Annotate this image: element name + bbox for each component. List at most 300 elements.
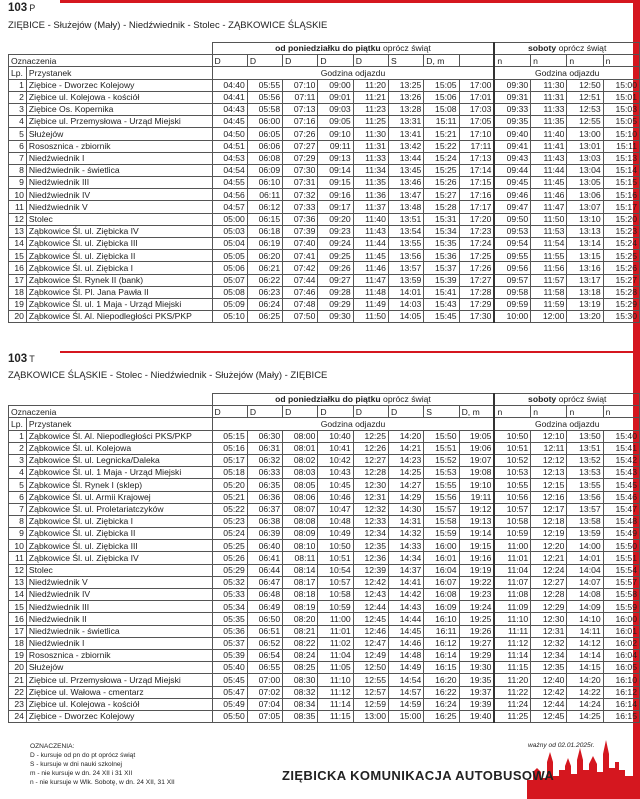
departure-time: 15:20 (603, 213, 639, 225)
departure-time: 15:21 (424, 128, 459, 140)
weekday-header-label: od poniedziałku do piątku (275, 394, 381, 405)
stop-number: 1 (9, 79, 27, 91)
departure-time: 14:15 (567, 662, 603, 674)
departure-time: 09:27 (318, 274, 353, 286)
departure-time: 09:59 (494, 298, 530, 310)
timetable-row (9, 116, 640, 128)
departure-time: 07:02 (247, 686, 282, 698)
departure-time: 11:44 (531, 164, 567, 176)
weekday-mark: D (283, 406, 318, 418)
stop-number: 11 (9, 201, 27, 213)
departure-time: 08:03 (283, 467, 318, 479)
departure-time: 12:46 (353, 625, 388, 637)
departure-time: 07:05 (247, 710, 282, 722)
departure-time: 11:21 (353, 91, 388, 103)
saturday-hours-header: Godzina odjazdu (494, 67, 639, 79)
blank-cell (9, 43, 213, 55)
departure-time: 15:25 (424, 164, 459, 176)
departure-time: 16:05 (603, 662, 639, 674)
departure-time: 14:33 (389, 540, 424, 552)
company-name: ZIĘBICKA KOMUNIKACJA AUTOBUSOWA (282, 768, 555, 783)
lp-header: Lp. (9, 67, 27, 79)
departure-time: 08:34 (283, 698, 318, 710)
departure-time: 08:32 (283, 686, 318, 698)
departure-time: 12:27 (531, 576, 567, 588)
departure-time: 10:41 (318, 442, 353, 454)
departure-time: 12:25 (353, 430, 388, 442)
stop-number: 9 (9, 528, 27, 540)
departure-time: 17:25 (459, 250, 494, 262)
saturday-header (494, 43, 639, 55)
stop-name: Niedźwiednik - świetlica (26, 164, 212, 176)
departure-time: 09:55 (494, 250, 530, 262)
departure-time: 05:58 (247, 103, 282, 115)
oznaczenia-label: Oznaczenia (9, 55, 213, 67)
departure-time: 14:59 (389, 698, 424, 710)
departure-time: 13:03 (567, 152, 603, 164)
departure-time: 10:48 (318, 515, 353, 527)
departure-time: 15:58 (603, 589, 639, 601)
departure-time: 17:13 (459, 152, 494, 164)
departure-time: 15:52 (424, 454, 459, 466)
timetable-row (9, 710, 640, 722)
timetable-row (9, 649, 640, 661)
departure-time: 04:54 (212, 164, 247, 176)
departure-time: 17:15 (459, 177, 494, 189)
departure-time: 11:10 (318, 674, 353, 686)
departure-time: 05:26 (212, 552, 247, 564)
departure-time: 16:10 (603, 674, 639, 686)
departure-time: 12:44 (353, 601, 388, 613)
departure-time: 13:56 (388, 250, 423, 262)
departure-time: 11:46 (531, 189, 567, 201)
departure-time: 06:36 (247, 491, 282, 503)
departure-time: 08:05 (283, 479, 318, 491)
departure-time: 16:10 (424, 613, 459, 625)
departure-time: 13:51 (567, 442, 603, 454)
note-line: n - nie kursuje w Wlk. Sobotę, w dn. 24 XII, 31 XII (30, 779, 175, 786)
departure-time: 09:57 (494, 274, 530, 286)
departure-time: 09:50 (494, 213, 530, 225)
departure-time: 13:13 (567, 225, 603, 237)
stop-name: Ząbkowice Śl. Pl. Jana Pawła II (26, 286, 212, 298)
departure-time: 16:15 (603, 710, 639, 722)
departure-time: 14:41 (389, 576, 424, 588)
departure-time: 11:48 (353, 286, 388, 298)
departure-time: 07:27 (283, 140, 318, 152)
stop-name: Niedźwiednik I (26, 637, 212, 649)
departure-time: 11:04 (318, 649, 353, 661)
departure-time: 16:11 (424, 625, 459, 637)
departure-time: 16:12 (603, 686, 639, 698)
departure-time: 13:44 (388, 152, 423, 164)
departure-time: 15:48 (603, 515, 639, 527)
timetable-row (9, 128, 640, 140)
timetable-row (9, 528, 640, 540)
header-row-groups (9, 43, 640, 55)
departure-time: 15:58 (424, 515, 459, 527)
header-row-columns (9, 418, 640, 430)
departure-time: 09:46 (494, 189, 530, 201)
departure-time: 11:50 (531, 213, 567, 225)
departure-time: 15:45 (424, 311, 459, 323)
departure-time: 17:14 (459, 164, 494, 176)
departure-time: 08:35 (283, 710, 318, 722)
departure-time: 08:00 (283, 430, 318, 442)
weekday-hours-header: Godzina odjazdu (212, 418, 494, 430)
stop-name: Służejów (26, 128, 212, 140)
departure-time: 10:50 (318, 540, 353, 552)
departure-time: 15:30 (603, 311, 639, 323)
departure-time: 14:25 (567, 710, 603, 722)
departure-time: 15:43 (603, 467, 639, 479)
departure-time: 07:36 (283, 213, 318, 225)
departure-time: 11:33 (531, 103, 567, 115)
timetable-row (9, 298, 640, 310)
stop-number: 9 (9, 177, 27, 189)
departure-time: 10:49 (318, 528, 353, 540)
stop-number: 21 (9, 674, 27, 686)
departure-time: 08:24 (283, 649, 318, 661)
saturday-header-label: soboty (528, 43, 557, 54)
notes-legend (30, 742, 175, 787)
stop-number: 5 (9, 128, 27, 140)
stop-number: 2 (9, 91, 27, 103)
departure-time: 14:01 (567, 552, 603, 564)
departure-time: 08:20 (283, 613, 318, 625)
stop-name: Ząbkowice Śl. Rynek I (sklep) (26, 479, 212, 491)
timetable-row (9, 637, 640, 649)
stop-number: 16 (9, 262, 27, 274)
weekday-mark: D (212, 55, 247, 67)
departure-time: 16:01 (603, 625, 639, 637)
departure-time: 09:29 (318, 298, 353, 310)
departure-time: 10:59 (494, 528, 530, 540)
departure-time: 13:55 (388, 238, 423, 250)
departure-time: 11:31 (531, 91, 567, 103)
departure-time: 11:12 (318, 686, 353, 698)
saturday-mark: n (531, 55, 567, 67)
departure-time: 14:07 (567, 576, 603, 588)
departure-time: 14:23 (389, 454, 424, 466)
timetable-row (9, 286, 640, 298)
departure-time: 06:11 (247, 189, 282, 201)
departure-time: 15:16 (603, 189, 639, 201)
departure-time: 12:35 (531, 662, 567, 674)
stop-number: 19 (9, 298, 27, 310)
stop-name: Ząbkowice Śl. ul. Kolejowa (26, 442, 212, 454)
timetable-row (9, 311, 640, 323)
line-number-text: 103 (8, 353, 28, 365)
timetable-row (9, 601, 640, 613)
departure-time: 19:10 (459, 479, 494, 491)
saturday-mark: n (494, 406, 530, 418)
departure-time: 15:45 (603, 479, 639, 491)
departure-time: 10:00 (494, 311, 530, 323)
departure-time: 11:33 (353, 152, 388, 164)
weekday-mark: D (318, 55, 353, 67)
departure-time: 11:37 (353, 201, 388, 213)
departure-time: 17:28 (459, 286, 494, 298)
departure-time: 04:43 (212, 103, 247, 115)
departure-time: 10:42 (318, 454, 353, 466)
departure-time: 06:40 (247, 540, 282, 552)
direction-label: P (29, 3, 36, 13)
departure-time: 06:15 (247, 213, 282, 225)
departure-time: 12:34 (531, 649, 567, 661)
departure-time: 08:10 (283, 540, 318, 552)
departure-time: 11:01 (318, 625, 353, 637)
departure-time: 17:24 (459, 238, 494, 250)
departure-time: 10:51 (318, 552, 353, 564)
departure-time: 15:14 (603, 164, 639, 176)
departure-time: 16:20 (424, 674, 459, 686)
departure-time: 06:37 (247, 503, 282, 515)
departure-time: 06:44 (247, 564, 282, 576)
departure-time: 07:48 (283, 298, 318, 310)
departure-time: 17:20 (459, 213, 494, 225)
departure-time: 09:45 (494, 177, 530, 189)
timetable-row (9, 177, 640, 189)
departure-time: 15:54 (603, 564, 639, 576)
departure-time: 07:42 (283, 262, 318, 274)
departure-time: 11:10 (494, 613, 530, 625)
departure-time: 15:11 (424, 116, 459, 128)
departure-time: 04:55 (212, 177, 247, 189)
departure-time: 05:29 (212, 564, 247, 576)
departure-time: 09:30 (318, 311, 353, 323)
departure-time: 11:44 (353, 238, 388, 250)
departure-time: 19:40 (459, 710, 494, 722)
stop-name: Niedźwiednik III (26, 601, 212, 613)
departure-time: 13:19 (567, 298, 603, 310)
timetable-row (9, 225, 640, 237)
departure-time: 14:31 (389, 515, 424, 527)
departure-time: 13:25 (388, 79, 423, 91)
stop-number: 17 (9, 625, 27, 637)
departure-time: 19:37 (459, 686, 494, 698)
departure-time: 12:43 (353, 589, 388, 601)
departure-time: 12:12 (531, 454, 567, 466)
departure-time: 14:22 (567, 686, 603, 698)
departure-time: 15:22 (424, 140, 459, 152)
header-row-columns (9, 67, 640, 79)
stop-number: 13 (9, 225, 27, 237)
stop-name: Niedźwiednik III (26, 177, 212, 189)
departure-time: 08:11 (283, 552, 318, 564)
departure-time: 12:15 (531, 479, 567, 491)
departure-time: 17:11 (459, 140, 494, 152)
departure-time: 07:10 (283, 79, 318, 91)
departure-time: 05:22 (212, 503, 247, 515)
departure-time: 13:14 (567, 238, 603, 250)
saturday-header (494, 394, 639, 406)
departure-time: 12:18 (531, 515, 567, 527)
departure-time: 15:23 (603, 225, 639, 237)
departure-time: 11:34 (353, 164, 388, 176)
departure-time: 07:44 (283, 274, 318, 286)
departure-time: 06:06 (247, 140, 282, 152)
departure-time: 09:43 (494, 152, 530, 164)
departure-time: 12:34 (353, 528, 388, 540)
departure-time: 13:42 (388, 140, 423, 152)
departure-time: 06:38 (247, 515, 282, 527)
departure-time: 12:59 (353, 698, 388, 710)
departure-time: 19:25 (459, 613, 494, 625)
departure-time: 13:51 (388, 213, 423, 225)
departure-time: 06:52 (247, 637, 282, 649)
departure-time: 10:53 (494, 467, 530, 479)
departure-time: 13:56 (567, 491, 603, 503)
departure-time: 05:20 (212, 479, 247, 491)
stop-name: Ząbkowice Śl. Al. Niepodległości PKS/PKP (26, 311, 212, 323)
timetable-row (9, 454, 640, 466)
departure-time: 13:15 (567, 250, 603, 262)
departure-time: 09:16 (318, 189, 353, 201)
stop-name: Ziębice ul. Przemysłowa - Urząd Miejski (26, 674, 212, 686)
departure-time: 19:08 (459, 467, 494, 479)
departure-time: 06:51 (247, 625, 282, 637)
departure-time: 13:05 (567, 177, 603, 189)
stop-name: Niedźwiednik II (26, 613, 212, 625)
departure-time: 12:47 (353, 637, 388, 649)
stop-number: 4 (9, 467, 27, 479)
departure-time: 12:50 (353, 662, 388, 674)
departure-time: 16:02 (603, 637, 639, 649)
saturday-mark: n (567, 55, 603, 67)
departure-time: 12:57 (353, 686, 388, 698)
timetable-row (9, 564, 640, 576)
stop-name: Służejów (26, 662, 212, 674)
stop-number: 7 (9, 503, 27, 515)
departure-time: 15:28 (424, 201, 459, 213)
departure-time: 17:00 (459, 79, 494, 91)
stop-number: 1 (9, 430, 27, 442)
departure-time: 15:05 (424, 79, 459, 91)
departure-time: 07:41 (283, 250, 318, 262)
stop-number: 12 (9, 564, 27, 576)
departure-time: 13:48 (388, 201, 423, 213)
stop-number: 7 (9, 152, 27, 164)
departure-time: 12:55 (353, 674, 388, 686)
departure-time: 08:30 (283, 674, 318, 686)
departure-time: 15:28 (603, 286, 639, 298)
departure-time: 14:14 (567, 649, 603, 661)
valid-from: ważny od 02.01.2025r. (528, 742, 595, 749)
stop-name: Ząbkowice Śl. ul. Ziębicka III (26, 238, 212, 250)
departure-time: 17:17 (459, 201, 494, 213)
departure-time: 05:10 (212, 311, 247, 323)
weekday-mark: D (212, 406, 247, 418)
stop-name: Stolec (26, 213, 212, 225)
departure-time: 14:03 (388, 298, 423, 310)
timetable-row (9, 698, 640, 710)
departure-time: 15:35 (424, 238, 459, 250)
departure-time: 15:59 (603, 601, 639, 613)
timetable-row (9, 91, 640, 103)
departure-time: 12:16 (531, 491, 567, 503)
departure-time: 14:21 (389, 442, 424, 454)
departure-time: 14:45 (389, 625, 424, 637)
departure-time: 09:28 (318, 286, 353, 298)
departure-time: 06:21 (247, 262, 282, 274)
departure-time: 15:39 (424, 274, 459, 286)
timetable-row (9, 201, 640, 213)
departure-time: 13:17 (567, 274, 603, 286)
departure-time: 11:20 (353, 79, 388, 91)
departure-time: 16:04 (424, 564, 459, 576)
departure-time: 17:16 (459, 189, 494, 201)
departure-time: 05:35 (212, 613, 247, 625)
departure-time: 12:28 (531, 589, 567, 601)
departure-time: 08:06 (283, 491, 318, 503)
departure-time: 05:37 (212, 637, 247, 649)
weekday-mark: D (318, 406, 353, 418)
departure-time: 11:25 (494, 710, 530, 722)
departure-time: 15:42 (603, 454, 639, 466)
stop-number: 18 (9, 637, 27, 649)
departure-time: 14:09 (567, 601, 603, 613)
stop-number: 15 (9, 601, 27, 613)
departure-time: 19:30 (459, 662, 494, 674)
stop-name: Ziębice ul. Przemysłowa - Urząd Miejski (26, 116, 212, 128)
departure-time: 11:54 (531, 238, 567, 250)
departure-time: 15:41 (424, 286, 459, 298)
departure-time: 05:23 (212, 515, 247, 527)
departure-time: 17:27 (459, 274, 494, 286)
departure-time: 09:20 (318, 213, 353, 225)
departure-time: 11:25 (353, 116, 388, 128)
departure-time: 19:19 (459, 564, 494, 576)
departure-time: 05:00 (212, 213, 247, 225)
departure-time: 09:13 (318, 152, 353, 164)
departure-time: 14:05 (388, 311, 423, 323)
departure-time: 05:34 (212, 601, 247, 613)
departure-time: 12:19 (531, 528, 567, 540)
departure-time: 13:18 (567, 286, 603, 298)
departure-time: 06:55 (247, 662, 282, 674)
departure-time: 06:47 (247, 576, 282, 588)
departure-time: 16:08 (424, 589, 459, 601)
departure-time: 12:11 (531, 442, 567, 454)
departure-time: 06:00 (247, 116, 282, 128)
departure-time: 09:15 (318, 177, 353, 189)
timetable-row (9, 662, 640, 674)
departure-time: 13:55 (567, 479, 603, 491)
departure-time: 19:06 (459, 442, 494, 454)
departure-time: 09:41 (494, 140, 530, 152)
departure-time: 06:19 (247, 238, 282, 250)
departure-time: 14:42 (389, 589, 424, 601)
departure-time: 06:22 (247, 274, 282, 286)
departure-time: 11:45 (531, 177, 567, 189)
stop-number: 24 (9, 710, 27, 722)
departure-time: 13:41 (388, 128, 423, 140)
departure-time: 06:30 (247, 430, 282, 442)
departure-time: 15:55 (424, 479, 459, 491)
departure-time: 12:20 (531, 540, 567, 552)
departure-time: 08:14 (283, 564, 318, 576)
departure-time: 05:33 (212, 589, 247, 601)
departure-time: 16:14 (603, 698, 639, 710)
departure-time: 07:11 (283, 91, 318, 103)
departure-time: 10:55 (494, 479, 530, 491)
departure-time: 14:48 (389, 649, 424, 661)
departure-time: 10:40 (318, 430, 353, 442)
departure-time: 17:05 (459, 116, 494, 128)
departure-time: 11:43 (353, 225, 388, 237)
departure-time: 13:53 (567, 467, 603, 479)
